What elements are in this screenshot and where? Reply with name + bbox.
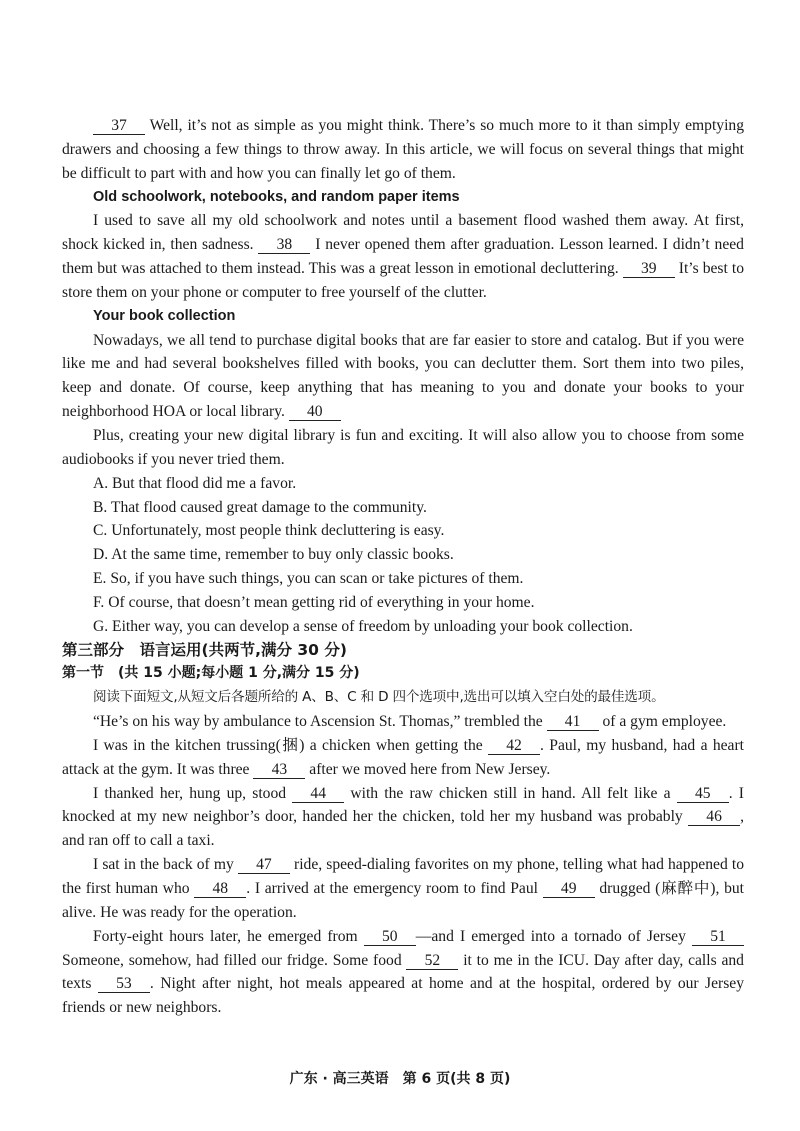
instructions <box>62 686 744 710</box>
part-heading <box>62 639 744 663</box>
blank-51: 51 <box>692 928 744 946</box>
text-run: C. Unfortunately, most people think decluttering is easy. <box>93 522 445 540</box>
section-heading <box>62 305 744 329</box>
blank-39: 39 <box>623 260 675 278</box>
blank-42: 42 <box>488 737 540 755</box>
blank-45: 45 <box>677 785 729 803</box>
paragraph <box>62 853 744 925</box>
paragraph <box>62 114 744 186</box>
answer-option <box>62 543 744 567</box>
paragraph <box>62 734 744 782</box>
blank-43: 43 <box>253 761 305 779</box>
blank-49: 49 <box>543 880 595 898</box>
blank-52: 52 <box>406 952 458 970</box>
blank-50: 50 <box>364 928 416 946</box>
text-run: G. Either way, you can develop a sense of freedom by unloading your book collection. <box>93 617 633 635</box>
answer-option <box>62 472 744 496</box>
text-run: A. But that flood did me a favor. <box>93 474 297 492</box>
text-run: I never opened them after graduation. Lesson learned. I didn’t need them but was attached to them instead. This was a great lesson in emotional decluttering. <box>62 236 744 278</box>
answer-option <box>62 519 744 543</box>
text-run: . I arrived at the emergency room to find Paul <box>246 880 543 897</box>
exam-page-body <box>62 114 744 1020</box>
blank-44: 44 <box>292 785 344 803</box>
page-footer: 广东 · 高三英语 第 6 页(共 8 页) <box>289 1071 511 1087</box>
answer-option <box>62 591 744 615</box>
text-run: 阅读下面短文,从短文后各题所给的 A、B、C 和 D 四个选项中,选出可以填入空白处的最佳选项。 <box>93 689 665 706</box>
paragraph <box>62 424 744 472</box>
text-run: . Paul, my husband, had a heart attack at the gym. It was three <box>62 736 744 778</box>
paragraph <box>62 710 744 734</box>
text-run: Forty-eight hours later, he emerged from <box>93 927 364 945</box>
blank-41: 41 <box>547 713 599 731</box>
blank-48: 48 <box>194 880 246 898</box>
text-run: . I knocked at my new neighbor’s door, handed her the chicken, told her my husband was probably <box>62 784 744 826</box>
blank-38: 38 <box>258 236 310 254</box>
text-run: 第三部分 语言运用(共两节,满分 30 分) <box>62 640 347 659</box>
blank-53: 53 <box>98 975 150 993</box>
text-run: I sat in the back of my <box>93 856 238 874</box>
blank-46: 46 <box>688 808 740 826</box>
text-run: B. That flood caused great damage to the community. <box>93 498 427 516</box>
answer-option <box>62 567 744 591</box>
text-run: I thanked her, hung up, stood <box>93 784 293 802</box>
text-run: ride, speed-dialing favorites on my phone, telling what had happened to the first human who <box>62 856 744 897</box>
text-run: Plus, creating your new digital library is fun and exciting. It will also allow you to choose from some audiobooks if you never tried them. <box>62 426 744 468</box>
paragraph <box>62 925 744 1020</box>
blank-40: 40 <box>289 403 341 421</box>
text-run: it to me in the ICU. Day after day, calls and texts <box>62 951 744 993</box>
blank-47: 47 <box>238 856 290 874</box>
text-run: Well, it’s not as simple as you might think. There’s so much more to it than simply emptying drawers and choosing a few things to throw away. In this article, we will focus on several things that might be difficult to part with and how you can finally let go of them. <box>62 117 744 182</box>
text-run: I was in the kitchen trussing(捆) a chicken when getting the <box>93 736 489 754</box>
text-run: , and ran off to call a taxi. <box>62 808 744 850</box>
text-run: after we moved here from New Jersey. <box>305 760 551 778</box>
paragraph <box>62 782 744 854</box>
text-run: Nowadays, we all tend to purchase digital books that are far easier to store and catalog. But if you were like me and had several bookshelves filled with books, you can declutter them. Sort them into two piles, keep and donate. Of course, keep anything that has meaning to you and donate your books to your neighborhood HOA or local library. <box>62 331 744 421</box>
text-run: E. So, if you have such things, you can scan or take pictures of them. <box>93 570 524 588</box>
text-run: drugged (麻醉中), but alive. He was ready for the operation. <box>62 880 745 921</box>
text-run: Your book collection <box>93 307 236 324</box>
answer-option <box>62 615 744 639</box>
text-run: D. At the same time, remember to buy only classic books. <box>93 546 454 564</box>
paragraph <box>62 329 744 424</box>
paragraph <box>62 209 744 304</box>
text-run: —and I emerged into a tornado of Jersey <box>415 927 692 945</box>
subsection-heading <box>62 662 744 686</box>
text-run: F. Of course, that doesn’t mean getting rid of everything in your home. <box>93 593 535 611</box>
text-run: 第一节 (共 15 小题;每小题 1 分,满分 15 分) <box>62 665 360 682</box>
text-run: with the raw chicken still in hand. All felt like a <box>344 784 677 802</box>
text-run: of a gym employee. <box>598 713 727 731</box>
answer-option <box>62 496 744 520</box>
text-run: Old schoolwork, notebooks, and random paper items <box>93 188 460 205</box>
section-heading <box>62 186 744 210</box>
text-run: . Night after night, hot meals appeared at home and at the hospital, ordered by our Jersey friends or new neighbors. <box>62 975 744 1017</box>
blank-37: 37 <box>93 117 145 135</box>
text-run: Someone, somehow, had filled our fridge. Some food <box>62 951 407 969</box>
text-run: I used to save all my old schoolwork and notes until a basement flood washed them away. At first, shock kicked in, then sadness. <box>62 212 744 254</box>
text-run: It’s best to store them on your phone or computer to free yourself of the clutter. <box>62 260 744 301</box>
text-run: “He’s on his way by ambulance to Ascension St. Thomas,” trembled the <box>93 713 547 731</box>
